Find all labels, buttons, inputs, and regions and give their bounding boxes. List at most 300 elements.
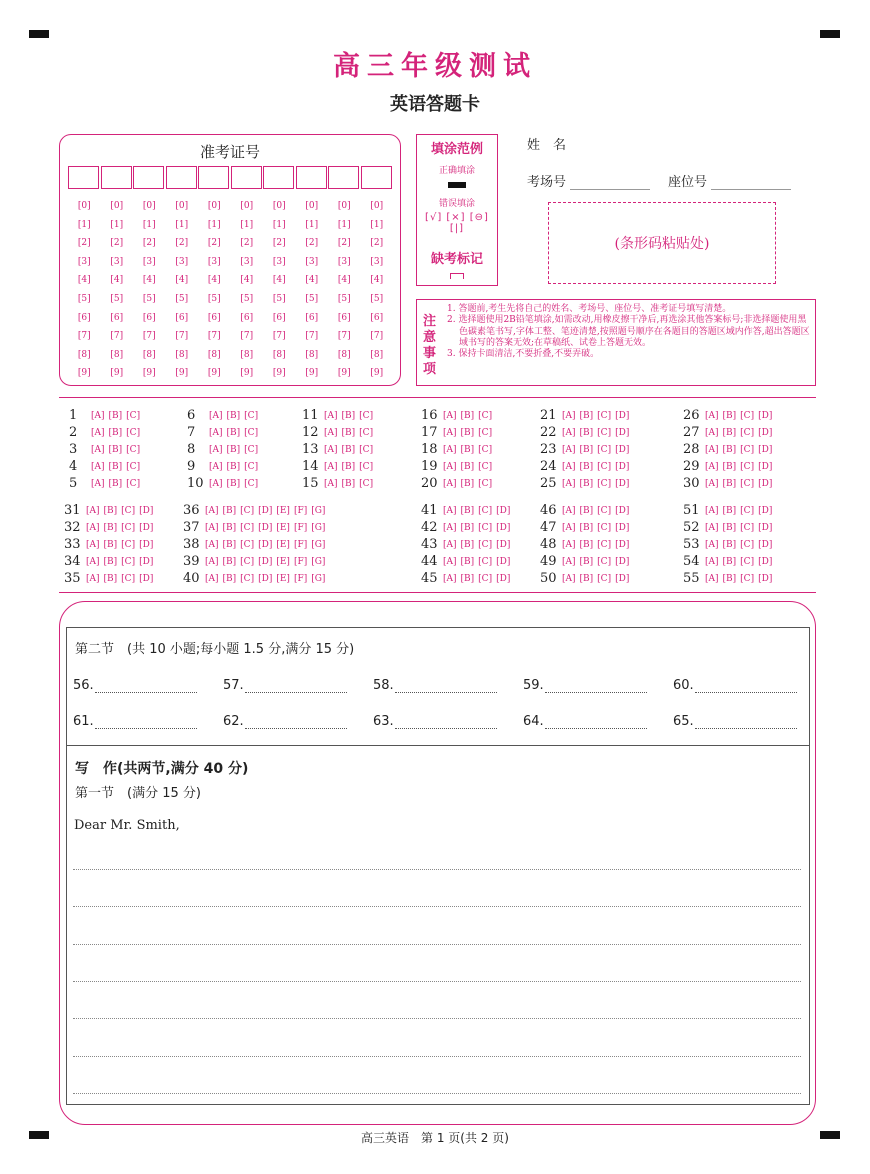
admission-digit-option[interactable]: [1] bbox=[370, 219, 384, 230]
answer-option[interactable]: [C] bbox=[478, 556, 493, 567]
admission-digit-option[interactable]: [0] bbox=[370, 201, 384, 211]
answer-option[interactable]: [A] bbox=[91, 478, 105, 489]
admission-digit-option[interactable]: [6] bbox=[110, 312, 124, 323]
answer-option[interactable]: [A] bbox=[562, 427, 576, 438]
admission-digit-option[interactable]: [5] bbox=[110, 293, 124, 304]
answer-option[interactable]: [C] bbox=[478, 505, 493, 516]
answer-option[interactable]: [B] bbox=[108, 427, 123, 438]
admission-digit-option[interactable]: [5] bbox=[272, 293, 286, 304]
answer-option[interactable]: [C] bbox=[126, 444, 141, 455]
admission-digit-option[interactable]: [2] bbox=[207, 238, 221, 249]
admission-digit-option[interactable]: [3] bbox=[175, 256, 189, 267]
answer-option[interactable]: [C] bbox=[478, 427, 493, 438]
answer-option[interactable]: [A] bbox=[562, 444, 576, 455]
admission-digit-option[interactable]: [7] bbox=[207, 331, 221, 342]
answer-option[interactable]: [B] bbox=[722, 573, 737, 584]
answer-option[interactable]: [C] bbox=[240, 522, 255, 533]
fill-blank-63[interactable] bbox=[373, 714, 497, 729]
writing-line[interactable] bbox=[73, 869, 801, 870]
admission-digit-option[interactable]: [0] bbox=[272, 201, 286, 211]
answer-option[interactable]: [B] bbox=[579, 573, 594, 584]
admission-digit-option[interactable]: [9] bbox=[305, 368, 319, 379]
answer-option[interactable]: [A] bbox=[91, 461, 105, 472]
admission-digit-option[interactable]: [1] bbox=[337, 219, 351, 230]
answer-option[interactable]: [C] bbox=[121, 539, 136, 550]
admission-digit-option[interactable]: [1] bbox=[142, 219, 156, 230]
answer-option[interactable]: [C] bbox=[121, 522, 136, 533]
answer-option[interactable]: [B] bbox=[226, 478, 241, 489]
admission-digit-option[interactable]: [0] bbox=[77, 201, 91, 211]
admission-digit-cell[interactable] bbox=[231, 166, 262, 189]
admission-digit-option[interactable]: [8] bbox=[272, 349, 286, 360]
answer-option[interactable]: [A] bbox=[209, 478, 223, 489]
answer-option[interactable]: [B] bbox=[579, 478, 594, 489]
answer-option[interactable]: [B] bbox=[460, 427, 475, 438]
admission-digit-option[interactable]: [4] bbox=[207, 275, 221, 286]
admission-digit-option[interactable]: [1] bbox=[305, 219, 319, 230]
blank-line[interactable] bbox=[245, 716, 347, 729]
answer-option[interactable]: [C] bbox=[240, 539, 255, 550]
admission-digit-cell[interactable] bbox=[101, 166, 132, 189]
admission-digit-option[interactable]: [4] bbox=[337, 275, 351, 286]
answer-option[interactable]: [D] bbox=[758, 444, 773, 455]
answer-option[interactable]: [D] bbox=[496, 522, 511, 533]
answer-option[interactable]: [A] bbox=[443, 427, 457, 438]
answer-option[interactable]: [C] bbox=[240, 573, 255, 584]
admission-digit-option[interactable]: [2] bbox=[110, 238, 124, 249]
admission-digit-option[interactable]: [2] bbox=[272, 238, 286, 249]
answer-option[interactable]: [B] bbox=[226, 444, 241, 455]
answer-option[interactable]: [A] bbox=[324, 444, 338, 455]
admission-digit-option[interactable]: [0] bbox=[110, 201, 124, 211]
answer-option[interactable]: [B] bbox=[579, 444, 594, 455]
answer-option[interactable]: [B] bbox=[722, 539, 737, 550]
answer-option[interactable]: [A] bbox=[705, 444, 719, 455]
admission-digit-option[interactable]: [2] bbox=[142, 238, 156, 249]
admission-digit-option[interactable]: [7] bbox=[142, 331, 156, 342]
answer-option[interactable]: [B] bbox=[722, 478, 737, 489]
answer-option[interactable]: [G] bbox=[311, 573, 326, 584]
answer-option[interactable]: [A] bbox=[562, 478, 576, 489]
answer-option[interactable]: [C] bbox=[359, 410, 374, 421]
admission-digit-option[interactable]: [9] bbox=[175, 368, 189, 379]
answer-option[interactable]: [A] bbox=[562, 461, 576, 472]
answer-option[interactable]: [A] bbox=[209, 444, 223, 455]
answer-option[interactable]: [A] bbox=[562, 505, 576, 516]
answer-option[interactable]: [D] bbox=[758, 522, 773, 533]
answer-option[interactable]: [B] bbox=[103, 539, 118, 550]
answer-option[interactable]: [D] bbox=[758, 505, 773, 516]
answer-option[interactable]: [D] bbox=[496, 556, 511, 567]
answer-option[interactable]: [D] bbox=[258, 573, 273, 584]
answer-option[interactable]: [D] bbox=[139, 505, 154, 516]
admission-digit-option[interactable]: [8] bbox=[142, 349, 156, 360]
admission-digit-cell[interactable] bbox=[133, 166, 164, 189]
admission-digit-option[interactable]: [7] bbox=[337, 331, 351, 342]
admission-digit-option[interactable]: [1] bbox=[240, 219, 254, 230]
answer-option[interactable]: [F] bbox=[293, 556, 308, 567]
answer-option[interactable]: [A] bbox=[443, 556, 457, 567]
admission-digit-option[interactable]: [4] bbox=[305, 275, 319, 286]
fill-blank-60[interactable] bbox=[673, 678, 797, 693]
name-field[interactable] bbox=[527, 134, 566, 153]
admission-digit-option[interactable]: [7] bbox=[175, 331, 189, 342]
answer-option[interactable]: [B] bbox=[222, 539, 237, 550]
admission-digit-option[interactable]: [6] bbox=[337, 312, 351, 323]
answer-option[interactable]: [B] bbox=[103, 505, 118, 516]
answer-option[interactable]: [D] bbox=[496, 505, 511, 516]
admission-digit-option[interactable]: [9] bbox=[240, 368, 254, 379]
answer-option[interactable]: [C] bbox=[597, 505, 612, 516]
answer-option[interactable]: [B] bbox=[103, 573, 118, 584]
answer-option[interactable]: [A] bbox=[91, 444, 105, 455]
answer-option[interactable]: [C] bbox=[244, 444, 259, 455]
answer-option[interactable]: [C] bbox=[121, 556, 136, 567]
answer-option[interactable]: [B] bbox=[722, 522, 737, 533]
seat-number-field[interactable] bbox=[668, 171, 791, 190]
answer-option[interactable]: [C] bbox=[478, 478, 493, 489]
admission-digit-option[interactable]: [3] bbox=[337, 256, 351, 267]
admission-digit-option[interactable]: [3] bbox=[142, 256, 156, 267]
answer-option[interactable]: [A] bbox=[562, 573, 576, 584]
admission-digit-option[interactable]: [6] bbox=[272, 312, 286, 323]
admission-digit-option[interactable]: [5] bbox=[337, 293, 351, 304]
answer-option[interactable]: [A] bbox=[205, 505, 219, 516]
answer-option[interactable]: [C] bbox=[244, 427, 259, 438]
answer-option[interactable]: [C] bbox=[740, 573, 755, 584]
answer-option[interactable]: [C] bbox=[597, 573, 612, 584]
admission-digit-option[interactable]: [5] bbox=[175, 293, 189, 304]
answer-option[interactable]: [B] bbox=[341, 478, 356, 489]
answer-option[interactable]: [F] bbox=[293, 505, 308, 516]
answer-option[interactable]: [B] bbox=[103, 522, 118, 533]
blank-line[interactable] bbox=[95, 716, 197, 729]
answer-option[interactable]: [A] bbox=[205, 539, 219, 550]
answer-option[interactable]: [B] bbox=[460, 539, 475, 550]
answer-option[interactable]: [C] bbox=[121, 505, 136, 516]
answer-option[interactable]: [C] bbox=[240, 505, 255, 516]
answer-option[interactable]: [C] bbox=[359, 461, 374, 472]
answer-option[interactable]: [A] bbox=[443, 478, 457, 489]
admission-digit-option[interactable]: [4] bbox=[240, 275, 254, 286]
answer-option[interactable]: [D] bbox=[615, 539, 630, 550]
fill-blank-65[interactable] bbox=[673, 714, 797, 729]
answer-option[interactable]: [G] bbox=[311, 539, 326, 550]
admission-digit-option[interactable]: [4] bbox=[175, 275, 189, 286]
answer-option[interactable]: [B] bbox=[722, 461, 737, 472]
answer-option[interactable]: [A] bbox=[324, 461, 338, 472]
admission-digit-option[interactable]: [1] bbox=[272, 219, 286, 230]
admission-digit-option[interactable]: [0] bbox=[305, 201, 319, 211]
answer-option[interactable]: [C] bbox=[359, 427, 374, 438]
answer-option[interactable]: [C] bbox=[244, 410, 259, 421]
answer-option[interactable]: [B] bbox=[460, 444, 475, 455]
answer-option[interactable]: [C] bbox=[597, 461, 612, 472]
answer-option[interactable]: [B] bbox=[722, 427, 737, 438]
answer-option[interactable]: [B] bbox=[108, 410, 123, 421]
admission-digit-option[interactable]: [3] bbox=[370, 256, 384, 267]
answer-option[interactable]: [D] bbox=[615, 522, 630, 533]
answer-option[interactable]: [E] bbox=[276, 573, 290, 584]
admission-digit-option[interactable]: [9] bbox=[110, 368, 124, 379]
answer-option[interactable]: [B] bbox=[108, 478, 123, 489]
answer-option[interactable]: [C] bbox=[359, 478, 374, 489]
admission-digit-option[interactable]: [2] bbox=[175, 238, 189, 249]
answer-option[interactable]: [C] bbox=[126, 461, 141, 472]
answer-option[interactable]: [A] bbox=[324, 478, 338, 489]
admission-digit-option[interactable]: [6] bbox=[142, 312, 156, 323]
answer-option[interactable]: [B] bbox=[226, 410, 241, 421]
answer-option[interactable]: [B] bbox=[579, 522, 594, 533]
admission-digit-option[interactable]: [3] bbox=[77, 256, 91, 267]
fill-blank-57[interactable] bbox=[223, 678, 347, 693]
admission-digit-cell[interactable] bbox=[68, 166, 99, 189]
admission-digit-option[interactable]: [0] bbox=[207, 201, 221, 211]
admission-digit-option[interactable]: [6] bbox=[207, 312, 221, 323]
admission-digit-option[interactable]: [5] bbox=[77, 293, 91, 304]
answer-option[interactable]: [A] bbox=[705, 505, 719, 516]
admission-digit-option[interactable]: [3] bbox=[110, 256, 124, 267]
admission-digit-option[interactable]: [5] bbox=[305, 293, 319, 304]
admission-digit-option[interactable]: [4] bbox=[142, 275, 156, 286]
admission-digit-option[interactable]: [7] bbox=[240, 331, 254, 342]
answer-option[interactable]: [E] bbox=[276, 505, 290, 516]
admission-digit-option[interactable]: [0] bbox=[142, 201, 156, 211]
answer-option[interactable]: [C] bbox=[244, 478, 259, 489]
answer-option[interactable]: [D] bbox=[139, 539, 154, 550]
answer-option[interactable]: [E] bbox=[276, 539, 290, 550]
answer-option[interactable]: [B] bbox=[460, 505, 475, 516]
answer-option[interactable]: [C] bbox=[597, 522, 612, 533]
answer-option[interactable]: [B] bbox=[460, 556, 475, 567]
answer-option[interactable]: [C] bbox=[597, 444, 612, 455]
answer-option[interactable]: [G] bbox=[311, 505, 326, 516]
admission-digit-option[interactable]: [7] bbox=[110, 331, 124, 342]
answer-option[interactable]: [D] bbox=[758, 539, 773, 550]
admission-digit-option[interactable]: [7] bbox=[77, 331, 91, 342]
admission-digit-option[interactable]: [2] bbox=[305, 238, 319, 249]
answer-option[interactable]: [A] bbox=[324, 427, 338, 438]
admission-digit-option[interactable]: [6] bbox=[77, 312, 91, 323]
blank-line[interactable] bbox=[395, 680, 497, 693]
writing-line[interactable] bbox=[73, 944, 801, 945]
admission-digit-option[interactable]: [8] bbox=[370, 349, 384, 360]
admission-digit-cell[interactable] bbox=[361, 166, 392, 189]
answer-option[interactable]: [C] bbox=[740, 522, 755, 533]
answer-option[interactable]: [A] bbox=[705, 461, 719, 472]
answer-option[interactable]: [C] bbox=[126, 410, 141, 421]
blank-line[interactable] bbox=[695, 716, 797, 729]
admission-digit-option[interactable]: [9] bbox=[207, 368, 221, 379]
writing-line[interactable] bbox=[73, 906, 801, 907]
answer-option[interactable]: [B] bbox=[222, 573, 237, 584]
answer-option[interactable]: [A] bbox=[205, 556, 219, 567]
answer-option[interactable]: [B] bbox=[460, 410, 475, 421]
answer-option[interactable]: [D] bbox=[615, 461, 630, 472]
admission-digit-option[interactable]: [7] bbox=[370, 331, 384, 342]
answer-option[interactable]: [D] bbox=[758, 461, 773, 472]
answer-option[interactable]: [C] bbox=[740, 410, 755, 421]
answer-option[interactable]: [A] bbox=[209, 461, 223, 472]
admission-digit-cell[interactable] bbox=[328, 166, 359, 189]
answer-option[interactable]: [B] bbox=[579, 427, 594, 438]
answer-option[interactable]: [A] bbox=[91, 410, 105, 421]
answer-option[interactable]: [C] bbox=[597, 427, 612, 438]
admission-digit-option[interactable]: [6] bbox=[175, 312, 189, 323]
answer-option[interactable]: [A] bbox=[705, 427, 719, 438]
answer-option[interactable]: [C] bbox=[478, 573, 493, 584]
admission-digit-option[interactable]: [7] bbox=[305, 331, 319, 342]
admission-digit-option[interactable]: [8] bbox=[305, 349, 319, 360]
admission-digit-option[interactable]: [9] bbox=[142, 368, 156, 379]
admission-digit-option[interactable]: [2] bbox=[240, 238, 254, 249]
admission-digit-option[interactable]: [5] bbox=[240, 293, 254, 304]
answer-option[interactable]: [B] bbox=[222, 505, 237, 516]
answer-option[interactable]: [D] bbox=[139, 522, 154, 533]
answer-option[interactable]: [A] bbox=[324, 410, 338, 421]
answer-option[interactable]: [C] bbox=[478, 444, 493, 455]
answer-option[interactable]: [C] bbox=[121, 573, 136, 584]
answer-option[interactable]: [B] bbox=[108, 444, 123, 455]
admission-digit-option[interactable]: [9] bbox=[272, 368, 286, 379]
answer-option[interactable]: [A] bbox=[562, 522, 576, 533]
answer-option[interactable]: [B] bbox=[722, 556, 737, 567]
fill-blank-64[interactable] bbox=[523, 714, 647, 729]
answer-option[interactable]: [A] bbox=[705, 573, 719, 584]
admission-digit-option[interactable]: [0] bbox=[240, 201, 254, 211]
answer-option[interactable]: [B] bbox=[341, 461, 356, 472]
answer-option[interactable]: [D] bbox=[615, 427, 630, 438]
answer-option[interactable]: [D] bbox=[758, 573, 773, 584]
writing-line[interactable] bbox=[73, 1018, 801, 1019]
answer-option[interactable]: [B] bbox=[722, 505, 737, 516]
admission-digit-option[interactable]: [8] bbox=[77, 349, 91, 360]
room-number-field[interactable] bbox=[527, 171, 650, 190]
answer-option[interactable]: [B] bbox=[579, 539, 594, 550]
answer-option[interactable]: [A] bbox=[705, 539, 719, 550]
answer-option[interactable]: [A] bbox=[443, 410, 457, 421]
answer-option[interactable]: [A] bbox=[86, 556, 100, 567]
answer-option[interactable]: [G] bbox=[311, 522, 326, 533]
answer-option[interactable]: [F] bbox=[293, 539, 308, 550]
answer-option[interactable]: [B] bbox=[103, 556, 118, 567]
answer-option[interactable]: [A] bbox=[86, 522, 100, 533]
fill-blank-58[interactable] bbox=[373, 678, 497, 693]
answer-option[interactable]: [A] bbox=[91, 427, 105, 438]
admission-digit-option[interactable]: [6] bbox=[370, 312, 384, 323]
admission-digit-option[interactable]: [2] bbox=[370, 238, 384, 249]
admission-digit-option[interactable]: [7] bbox=[272, 331, 286, 342]
answer-option[interactable]: [D] bbox=[615, 505, 630, 516]
admission-digit-option[interactable]: [9] bbox=[337, 368, 351, 379]
blank-line[interactable] bbox=[545, 680, 647, 693]
answer-option[interactable]: [C] bbox=[597, 556, 612, 567]
blank-line[interactable] bbox=[545, 716, 647, 729]
admission-digit-option[interactable]: [1] bbox=[175, 219, 189, 230]
admission-digit-cell[interactable] bbox=[296, 166, 327, 189]
answer-option[interactable]: [E] bbox=[276, 556, 290, 567]
answer-option[interactable]: [B] bbox=[341, 410, 356, 421]
answer-option[interactable]: [D] bbox=[258, 505, 273, 516]
answer-option[interactable]: [D] bbox=[615, 556, 630, 567]
answer-option[interactable]: [B] bbox=[579, 410, 594, 421]
answer-option[interactable]: [C] bbox=[597, 410, 612, 421]
answer-option[interactable]: [C] bbox=[478, 461, 493, 472]
admission-digit-option[interactable]: [8] bbox=[337, 349, 351, 360]
answer-option[interactable]: [D] bbox=[615, 444, 630, 455]
answer-option[interactable]: [A] bbox=[562, 556, 576, 567]
answer-option[interactable]: [A] bbox=[443, 461, 457, 472]
answer-option[interactable]: [B] bbox=[460, 478, 475, 489]
answer-option[interactable]: [C] bbox=[740, 461, 755, 472]
answer-option[interactable]: [A] bbox=[443, 539, 457, 550]
answer-option[interactable]: [A] bbox=[86, 539, 100, 550]
answer-option[interactable]: [G] bbox=[311, 556, 326, 567]
answer-option[interactable]: [C] bbox=[740, 539, 755, 550]
answer-option[interactable]: [C] bbox=[740, 444, 755, 455]
answer-option[interactable]: [A] bbox=[86, 573, 100, 584]
answer-option[interactable]: [E] bbox=[276, 522, 290, 533]
answer-option[interactable]: [A] bbox=[205, 522, 219, 533]
answer-option[interactable]: [B] bbox=[579, 556, 594, 567]
answer-option[interactable]: [A] bbox=[562, 410, 576, 421]
answer-option[interactable]: [C] bbox=[740, 478, 755, 489]
answer-option[interactable]: [B] bbox=[341, 444, 356, 455]
blank-line[interactable] bbox=[245, 680, 347, 693]
answer-option[interactable]: [B] bbox=[226, 427, 241, 438]
answer-option[interactable]: [F] bbox=[293, 573, 308, 584]
answer-option[interactable]: [C] bbox=[478, 539, 493, 550]
writing-line[interactable] bbox=[73, 1093, 801, 1094]
admission-digit-option[interactable]: [2] bbox=[337, 238, 351, 249]
blank-line[interactable] bbox=[695, 680, 797, 693]
answer-option[interactable]: [D] bbox=[258, 522, 273, 533]
admission-digit-option[interactable]: [9] bbox=[77, 368, 91, 379]
absent-mark-box[interactable] bbox=[450, 273, 464, 279]
answer-option[interactable]: [C] bbox=[478, 522, 493, 533]
admission-digit-option[interactable]: [3] bbox=[207, 256, 221, 267]
admission-digit-option[interactable]: [4] bbox=[370, 275, 384, 286]
admission-digit-option[interactable]: [4] bbox=[110, 275, 124, 286]
admission-digit-cell[interactable] bbox=[198, 166, 229, 189]
answer-option[interactable]: [A] bbox=[705, 556, 719, 567]
answer-option[interactable]: [B] bbox=[460, 573, 475, 584]
fill-blank-59[interactable] bbox=[523, 678, 647, 693]
answer-option[interactable]: [C] bbox=[740, 556, 755, 567]
admission-digit-option[interactable]: [0] bbox=[337, 201, 351, 211]
admission-digit-option[interactable]: [3] bbox=[272, 256, 286, 267]
admission-digit-option[interactable]: [6] bbox=[305, 312, 319, 323]
answer-option[interactable]: [D] bbox=[758, 410, 773, 421]
fill-blank-56[interactable] bbox=[73, 678, 197, 693]
fill-blank-62[interactable] bbox=[223, 714, 347, 729]
answer-option[interactable]: [A] bbox=[205, 573, 219, 584]
admission-digit-cell[interactable] bbox=[166, 166, 197, 189]
admission-digit-option[interactable]: [0] bbox=[175, 201, 189, 211]
admission-digit-option[interactable]: [3] bbox=[240, 256, 254, 267]
admission-digit-option[interactable]: [3] bbox=[305, 256, 319, 267]
answer-option[interactable]: [A] bbox=[86, 505, 100, 516]
answer-option[interactable]: [C] bbox=[740, 505, 755, 516]
answer-option[interactable]: [D] bbox=[615, 573, 630, 584]
admission-digit-option[interactable]: [1] bbox=[110, 219, 124, 230]
answer-option[interactable]: [C] bbox=[126, 478, 141, 489]
answer-option[interactable]: [B] bbox=[108, 461, 123, 472]
answer-option[interactable]: [D] bbox=[496, 573, 511, 584]
admission-digit-option[interactable]: [9] bbox=[370, 368, 384, 379]
admission-digit-cell[interactable] bbox=[263, 166, 294, 189]
answer-option[interactable]: [D] bbox=[258, 556, 273, 567]
